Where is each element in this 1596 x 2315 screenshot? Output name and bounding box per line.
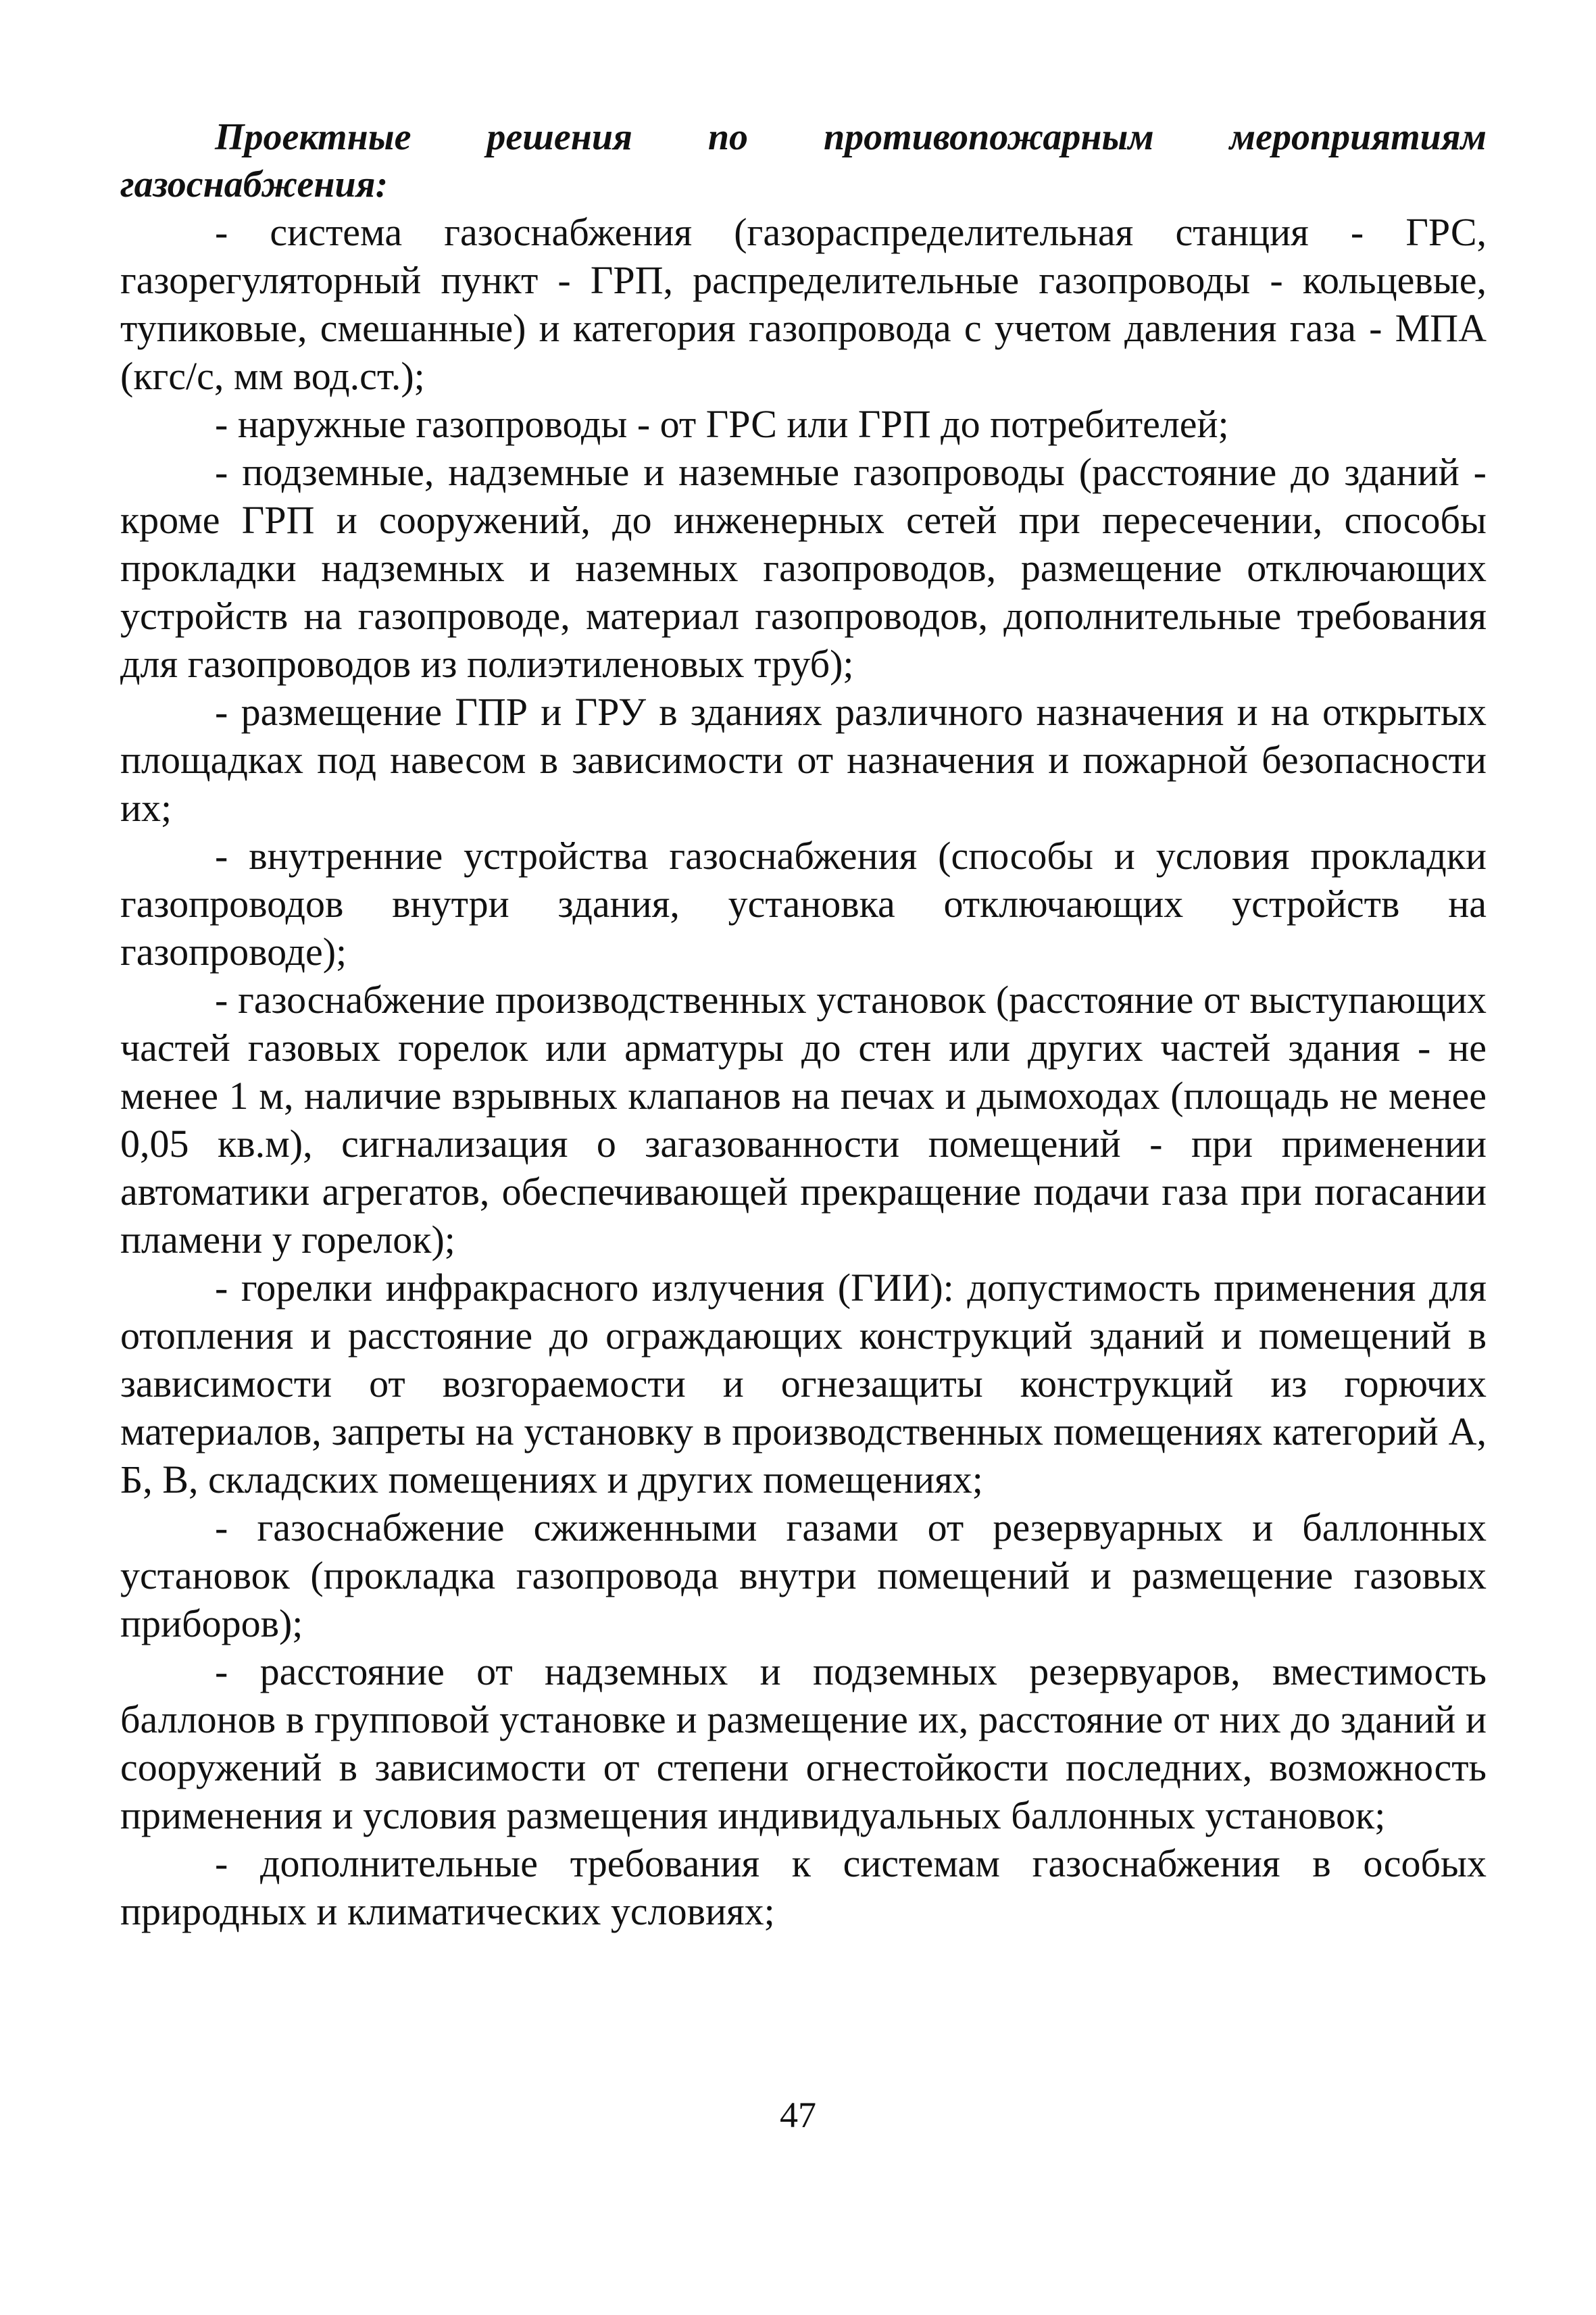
list-item-industrial-installations: - газоснабжение производственных установок (расстояние от выступающих частей газовых горелок или арматуры до стен или других частей здания - не менее 1 м, наличие взрывных клапанов на печах и дымоходах (площадь не менее 0,05 кв.м), сигнализация о загазованности помещений - при применении автоматики агрегатов, обеспечивающей прекращение подачи газа при погасании пламени у горелок); xyxy=(120,978,1487,1262)
page-content xyxy=(120,114,1487,1935)
list-item-underground-pipelines: - подземные, надземные и наземные газопроводы (расстояние до зданий - кроме ГРП и сооружений, до инженерных сетей при пересечении, способы прокладки надземных и наземных газопроводов, размещение отключающих устройств на газопроводе, материал газопроводов, дополнительные требования для газопроводов из полиэтиленовых труб); xyxy=(120,450,1487,686)
list-item-gas-supply-system: - система газоснабжения (газораспределительная станция - ГРС, газорегуляторный пункт - ГРП, распределительные газопроводы - кольцевые, тупиковые, смешанные) и категория газопровода с учетом давления газа - МПА (кгс/с, мм вод.ст.); xyxy=(120,210,1487,398)
list-item-internal-devices: - внутренние устройства газоснабжения (способы и условия прокладки газопроводов внутри здания, установка отключающих устройств на газопроводе); xyxy=(120,834,1487,974)
list-item-special-conditions: - дополнительные требования к системам газоснабжения в особых природных и климатических условиях; xyxy=(120,1841,1487,1933)
section-heading: Проектные решения по противопожарным мероприятиям газоснабжения: xyxy=(120,116,1487,205)
page-number: 47 xyxy=(780,2095,816,2135)
list-item-external-pipelines: - наружные газопроводы - от ГРС или ГРП до потребителей; xyxy=(215,402,1229,446)
list-item-gpr-gru-placement: - размещение ГПР и ГРУ в зданиях различного назначения и на открытых площадках под навесом в зависимости от назначения и пожарной безопасности их; xyxy=(120,690,1487,830)
list-item-liquefied-gas: - газоснабжение сжиженными газами от резервуарных и баллонных установок (прокладка газопровода внутри помещений и размещение газовых приборов); xyxy=(120,1505,1487,1645)
list-item-infrared-burners: - горелки инфракрасного излучения (ГИИ): допустимость применения для отопления и расстояние до ограждающих конструкций зданий и помещений в зависимости от возгораемости и огнезащиты конструкций из горючих материалов, запреты на установку в производственных помещениях категорий А, Б, В, складских помещениях и других помещениях; xyxy=(120,1266,1487,1501)
list-item-reservoir-distances: - расстояние от надземных и подземных резервуаров, вместимость баллонов в групповой установке и размещение их, расстояние от них до зданий и сооружений в зависимости от степени огнестойкости последних, возможность применения и условия размещения индивидуальных баллонных установок; xyxy=(120,1649,1487,1837)
